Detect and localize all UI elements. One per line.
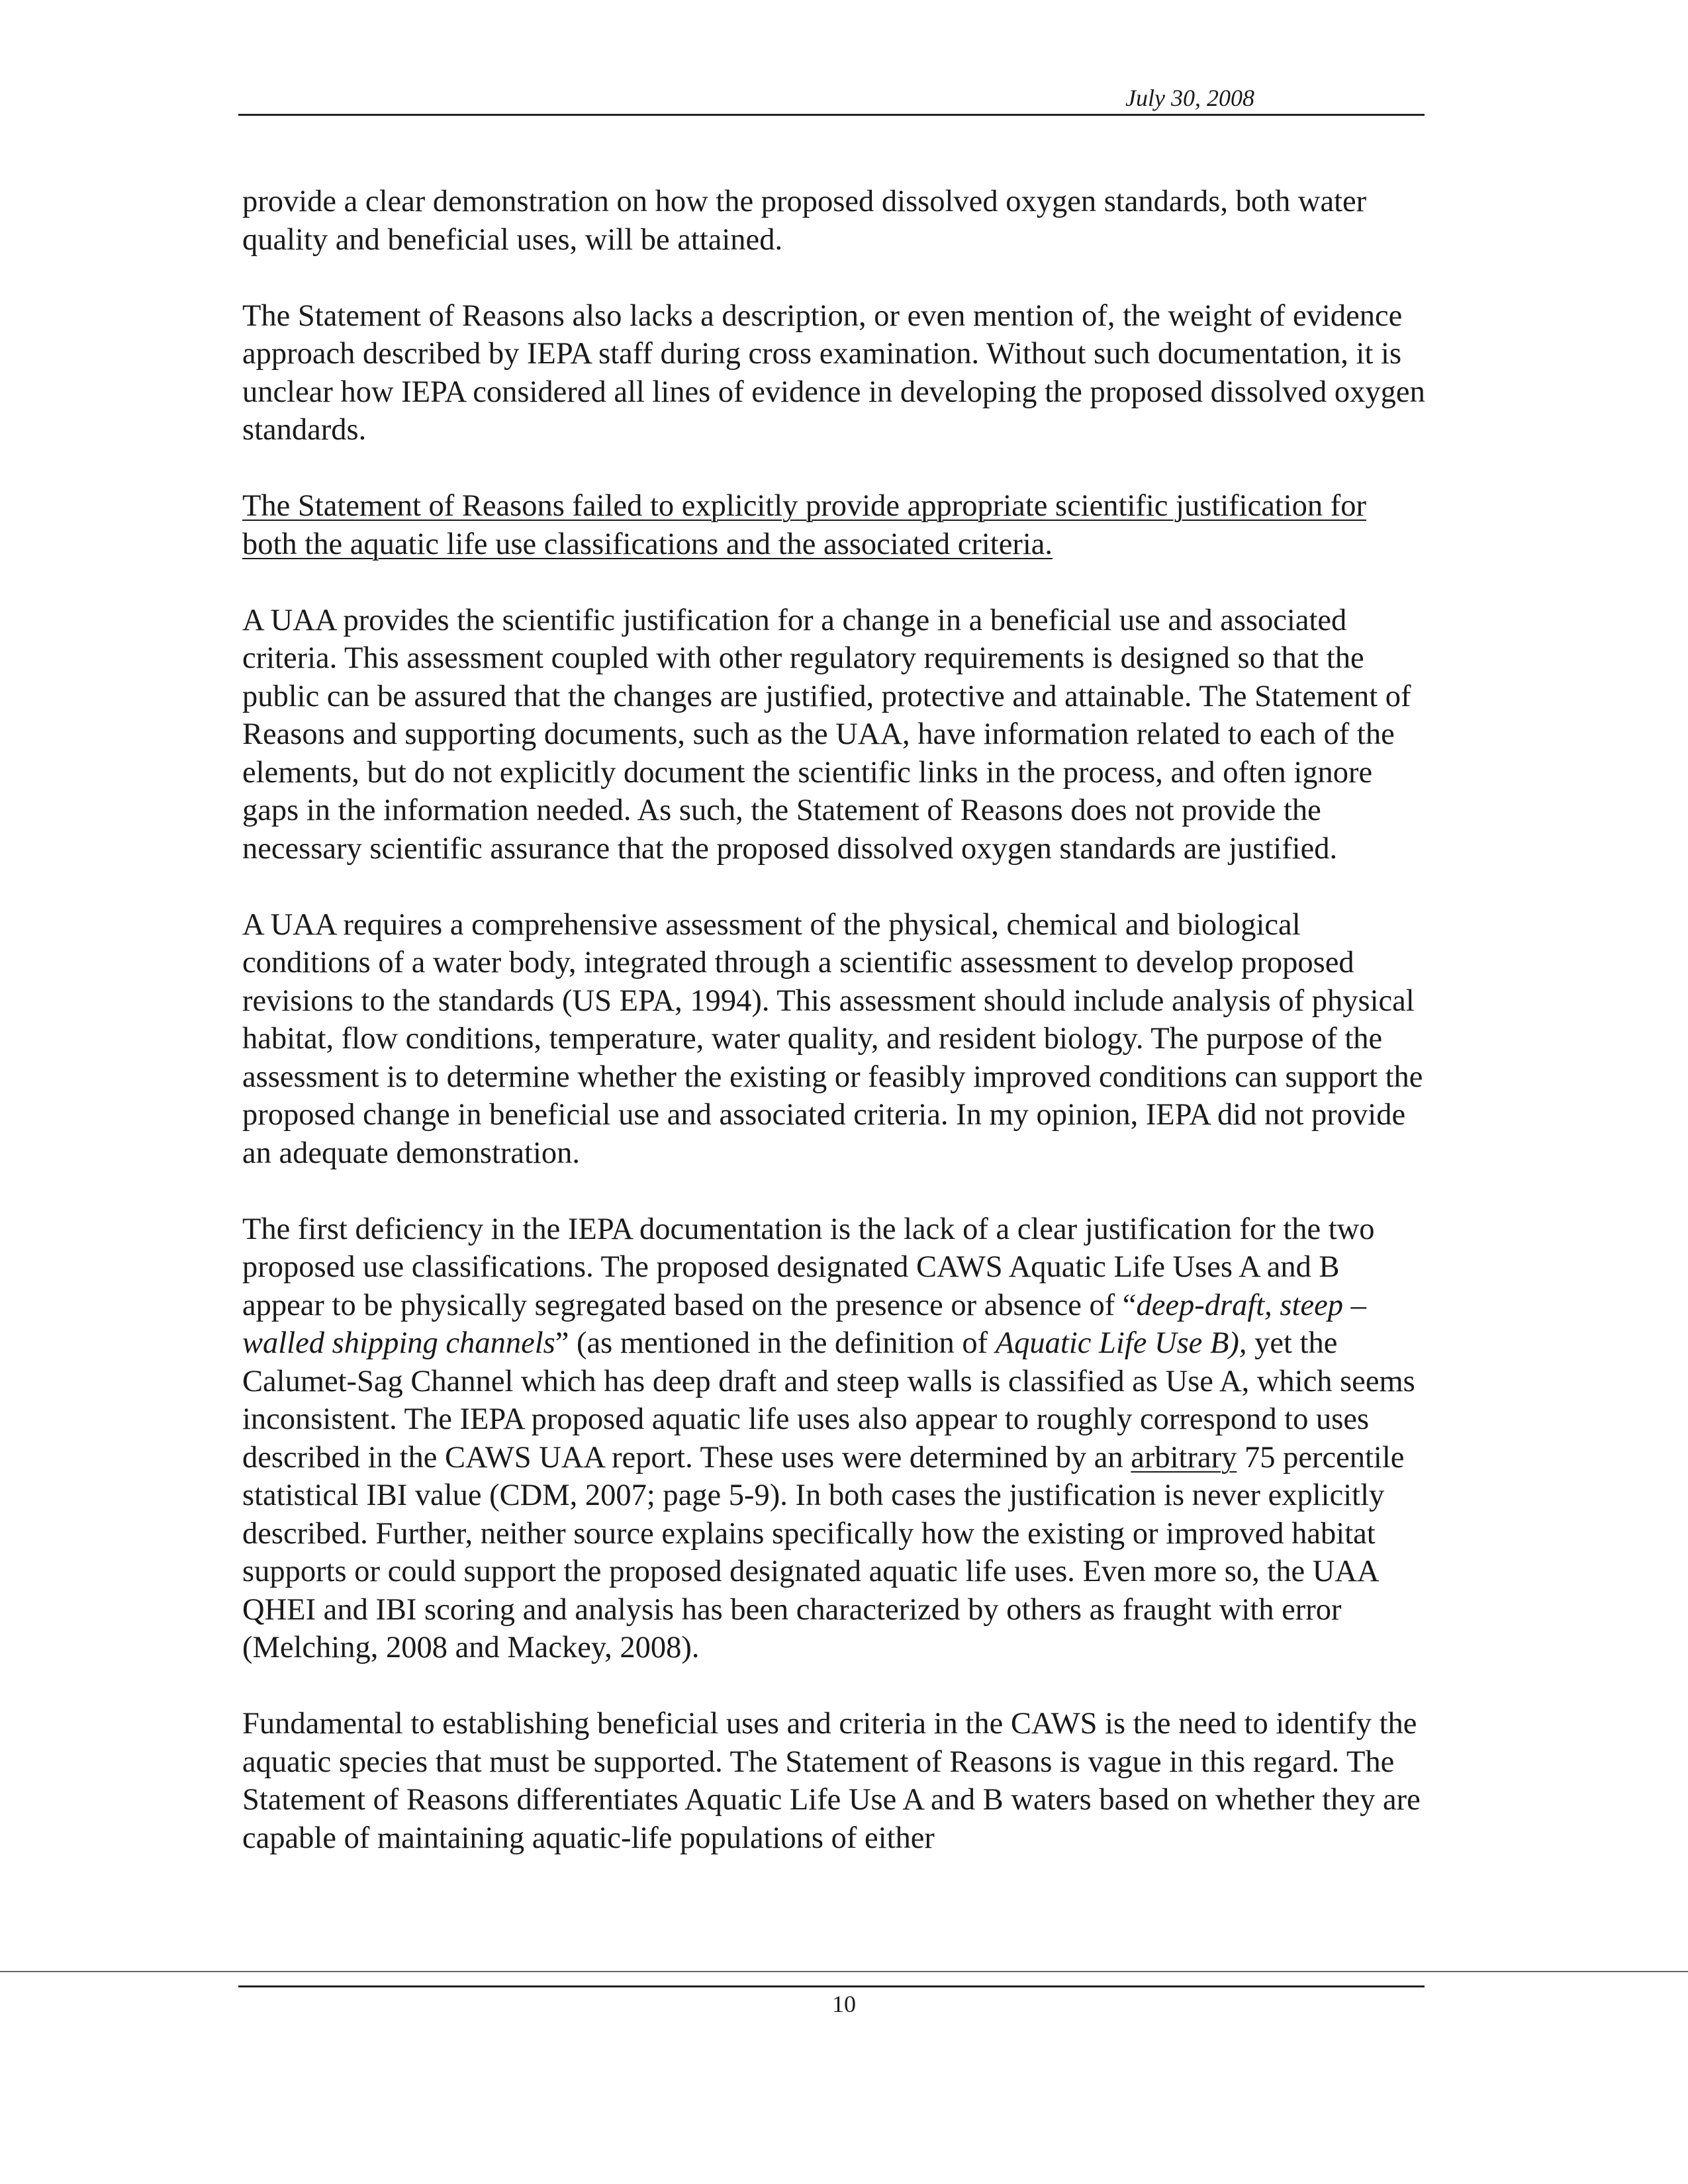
paragraph-4: A UAA requires a comprehensive assessment of the physical, chemical and biological conditions of a water body, integrated through a scientific assessment to develop proposed revisions to the standards (US EPA, 1994). This assessment should include analysis of physical habitat, flow conditions, temperature, water quality, and resident biology. The purpose of the assessment is to determine whether the existing or feasibly improved conditions can support the proposed change in beneficial use and associated criteria. In my opinion, IEPA did not provide an adequate demonstration.	[242, 907, 1423, 1170]
footer-rule-outer	[0, 1971, 1688, 1972]
paragraph-5-italic-1: deep-draft, steep –walled shipping channels	[242, 1288, 1366, 1360]
header-date: July 30, 2008	[1125, 85, 1254, 111]
paragraph-3: A UAA provides the scientific justification for a change in a beneficial use and associated criteria. This assessment coupled with other regulatory requirements is designed so that the public can be assured that the changes are justified, protective and attainable. The Statement of Reasons and supporting documents, such as the UAA, have information related to each of the elements, but do not explicitly document the scientific links in the process, and often ignore gaps in the information needed. As such, the Statement of Reasons does not provide the necessary scientific assurance that the proposed dissolved oxygen standards are justified.	[242, 603, 1411, 866]
paragraph-5-text-1: The first deficiency in the IEPA documentation is the lack of a clear justification for the two proposed use classifications. The proposed designated CAWS Aquatic Life Uses A and B appear to be physically segregated based on the presence or absence of “	[242, 1212, 1375, 1322]
paragraph-5-underlined: arbitrary	[1131, 1440, 1237, 1475]
footer-rule	[238, 1985, 1425, 1987]
page-number: 10	[832, 1991, 856, 2017]
paragraph-6: Fundamental to establishing beneficial uses and criteria in the CAWS is the need to identify the aquatic species that must be supported. The Statement of Reasons is vague in this regard. The Statement of Reasons differentiates Aquatic Life Use A and B waters based on whether they are capable of maintaining aquatic-life populations of either	[242, 1707, 1421, 1855]
header-rule	[238, 114, 1425, 116]
section-heading: The Statement of Reasons failed to explicitly provide appropriate scientific justification for both the aquatic life use classifications and the associated criteria.	[242, 489, 1367, 561]
paragraph-5	[242, 1210, 1429, 1667]
paragraph-2: The Statement of Reasons also lacks a description, or even mention of, the weight of evidence approach described by IEPA staff during cross examination. Without such documentation, it is unclear how IEPA considered all lines of evidence in developing the proposed dissolved oxygen standards.	[242, 298, 1425, 447]
paragraph-5-italic-2: Aquatic Life Use B),	[995, 1326, 1247, 1360]
paragraph-5-text-3: yet the Calumet-Sag Channel which has deep draft and steep walls is classified as Use A, which seems inconsistent. The IEPA proposed aquatic life uses also appear to roughly correspond to uses described in the CAWS UAA report. These uses were determined by an	[242, 1326, 1415, 1475]
paragraph-1: provide a clear demonstration on how the proposed dissolved oxygen standards, both water quality and beneficial uses, will be attained.	[242, 185, 1367, 257]
paragraph-5-text-4: 75 percentile statistical IBI value (CDM, 2007; page 5-9). In both cases the justification is never explicitly described. Further, neither source explains specifically how the existing or improved habitat supports or could support the proposed designated aquatic life uses. Even more so, the UAA QHEI and IBI scoring and analysis has been characterized by others as fraught with error (Melching, 2008 and Mackey, 2008).	[242, 1440, 1405, 1664]
paragraph-5-text-2: ” (as mentioned in the definition of	[555, 1326, 996, 1360]
document-body	[242, 183, 1429, 1857]
